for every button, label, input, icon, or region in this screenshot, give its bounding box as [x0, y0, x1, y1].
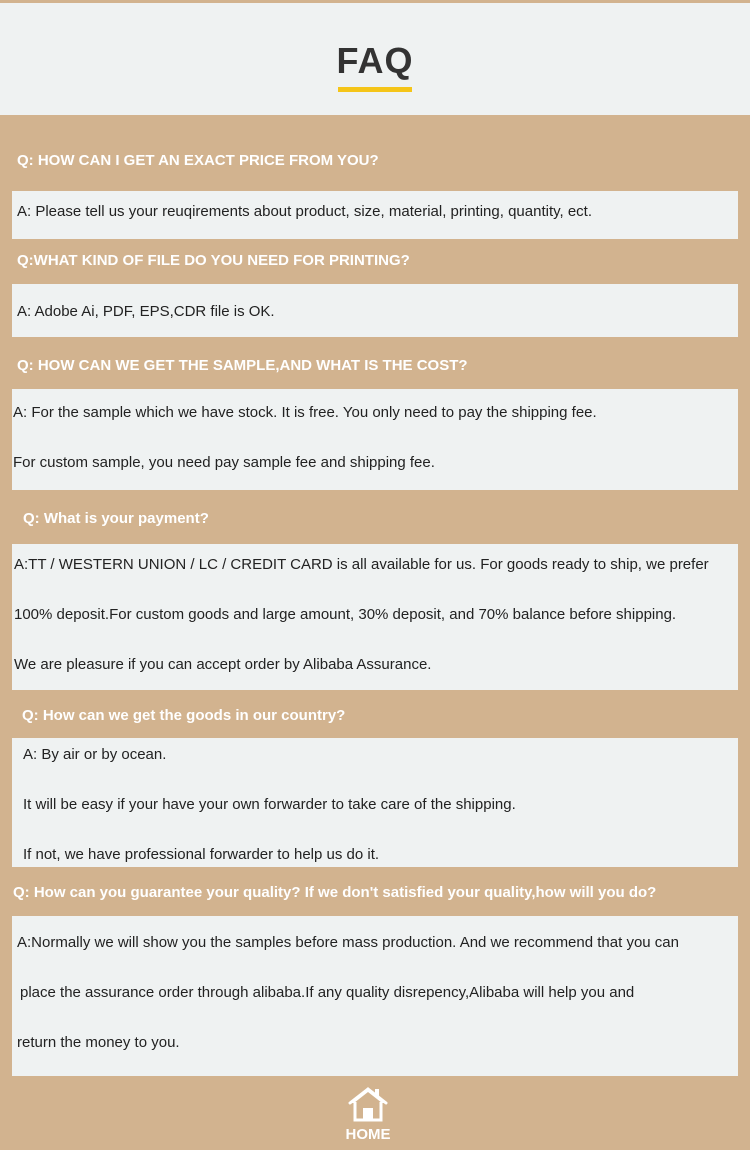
faq-question-1: Q: HOW CAN I GET AN EXACT PRICE FROM YOU?: [17, 152, 379, 169]
answer-line: return the money to you.: [17, 1034, 180, 1051]
answer-line: If not, we have professional forwarder to help us do it.: [23, 846, 380, 863]
home-button[interactable]: [335, 1086, 401, 1146]
faq-question-5: Q: How can we get the goods in our country?: [22, 707, 346, 724]
answer-line: We are pleasure if you can accept order by Alibaba Assurance.: [14, 656, 432, 673]
answer-line: A: By air or by ocean.: [23, 746, 167, 763]
answer-line: For custom sample, you need pay sample fee and shipping fee.: [13, 454, 435, 471]
faq-answer-1: [12, 191, 738, 239]
faq-question-4: Q: What is your payment?: [23, 510, 209, 527]
answer-line: It will be easy if your have your own forwarder to take care of the shipping.: [23, 796, 516, 813]
home-icon: [348, 1086, 388, 1122]
answer-line: A:Normally we will show you the samples before mass production. And we recommend that you can: [17, 934, 679, 951]
faq-question-3: Q: HOW CAN WE GET THE SAMPLE,AND WHAT IS THE COST?: [17, 357, 468, 374]
home-label: HOME: [345, 1126, 391, 1143]
page-title: FAQ: [336, 40, 414, 81]
answer-line: place the assurance order through alibaba.If any quality disrepency,Alibaba will help you and: [20, 984, 635, 1001]
answer-line: A: Adobe Ai, PDF, EPS,CDR file is OK.: [17, 303, 275, 320]
faq-answer-4: [12, 544, 738, 690]
answer-line: A: For the sample which we have stock. It is free. You only need to pay the shipping fee.: [13, 404, 597, 421]
title-underline: [338, 87, 412, 92]
answer-line: A:TT / WESTERN UNION / LC / CREDIT CARD is all available for us. For goods ready to ship, we prefer: [14, 556, 709, 573]
faq-answer-5: [12, 738, 738, 867]
answer-line: 100% deposit.For custom goods and large amount, 30% deposit, and 70% balance before shipping.: [14, 606, 677, 623]
faq-question-2: Q:WHAT KIND OF FILE DO YOU NEED FOR PRINTING?: [17, 252, 410, 269]
faq-answer-2: [12, 284, 738, 337]
faq-answer-6: [12, 916, 738, 1076]
faq-answer-3: [12, 389, 738, 490]
answer-line: A: Please tell us your reuqirements about product, size, material, printing, quantity, ect.: [17, 203, 593, 220]
faq-question-6: Q: How can you guarantee your quality? If we don't satisfied your quality,how will you do?: [13, 884, 657, 901]
faq-header: [0, 3, 750, 115]
